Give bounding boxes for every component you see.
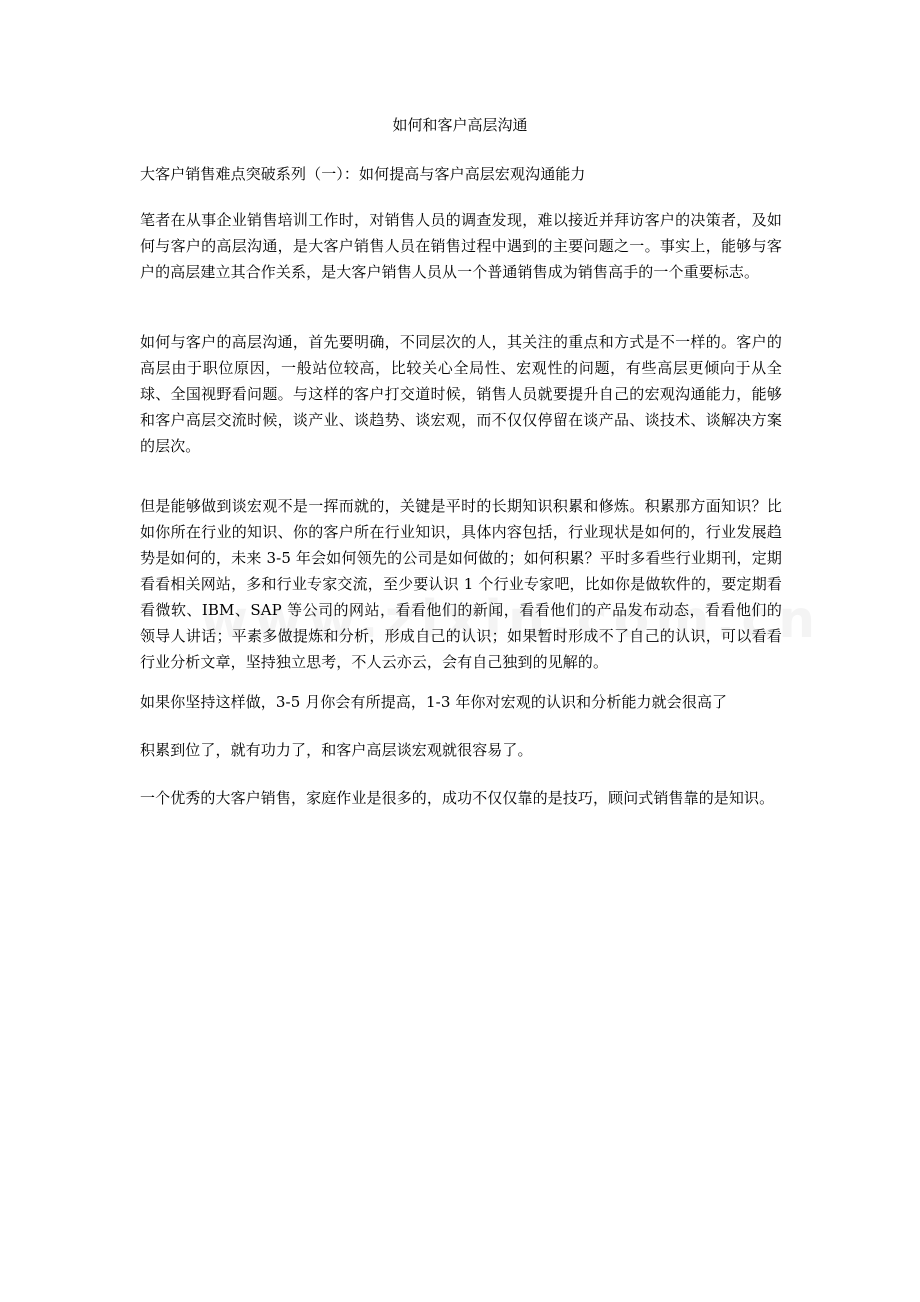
paragraph-4: 如果你坚持这样做，3-5 月你会有所提高，1-3 年你对宏观的认识和分析能力就会很高了 — [140, 693, 728, 711]
paragraph-3: 但是能够做到谈宏观不是一挥而就的，关键是平时的长期知识积累和修炼。积累那方面知识？比如你所在行业的知识、你的客户所在行业知识，具体内容包括，行业现状是如何的，行业发展趋势是如何的，未来 3-5 年会如何领先的公司是如何做的；如何积累？平时多看些行业期刊，定期看看相关网站，多和行业专家交流，至少要认识 1 个行业专家吧，比如你是做软件的，要定期看看微软、IBM、SAP 等公司的网站，看看他们的新闻，看看他们的产品发布动态，看看他们的领导人讲话；平素多做提炼和分析，形成自己的认识；如果暂时形成不了自己的认识，可以看看行业分析文章，坚持独立思考，不人云亦云，会有自己独到的见解的。 — [140, 497, 782, 671]
paragraph-2: 如何与客户的高层沟通，首先要明确，不同层次的人，其关注的重点和方式是不一样的。客户的高层由于职位原因，一般站位较高，比较关心全局性、宏观性的问题，有些高层更倾向于从全球、全国视野看问题。与这样的客户打交道时候，销售人员就要提升自己的宏观沟通能力，能够和客户高层交流时候，谈产业、谈趋势、谈宏观，而不仅仅停留在谈产品、谈技术、谈解决方案的层次。 — [140, 333, 782, 455]
paragraph-6: 一个优秀的大客户销售，家庭作业是很多的，成功不仅仅靠的是技巧，顾问式销售靠的是知识。 — [140, 789, 775, 807]
document-subtitle: 大客户销售难点突破系列（一）：如何提高与客户高层宏观沟通能力 — [140, 165, 586, 183]
paragraph-5: 积累到位了，就有功力了，和客户高层谈宏观就很容易了。 — [140, 741, 533, 759]
document-title: 如何和客户高层沟通 — [392, 116, 528, 134]
paragraph-1: 笔者在从事企业销售培训工作时，对销售人员的调查发现，难以接近并拜访客户的决策者，及如何与客户的高层沟通，是大客户销售人员在销售过程中遇到的主要问题之一。事实上，能够与客户的高层建立其合作关系，是大客户销售人员从一个普通销售成为销售高手的一个重要标志。 — [140, 211, 782, 281]
